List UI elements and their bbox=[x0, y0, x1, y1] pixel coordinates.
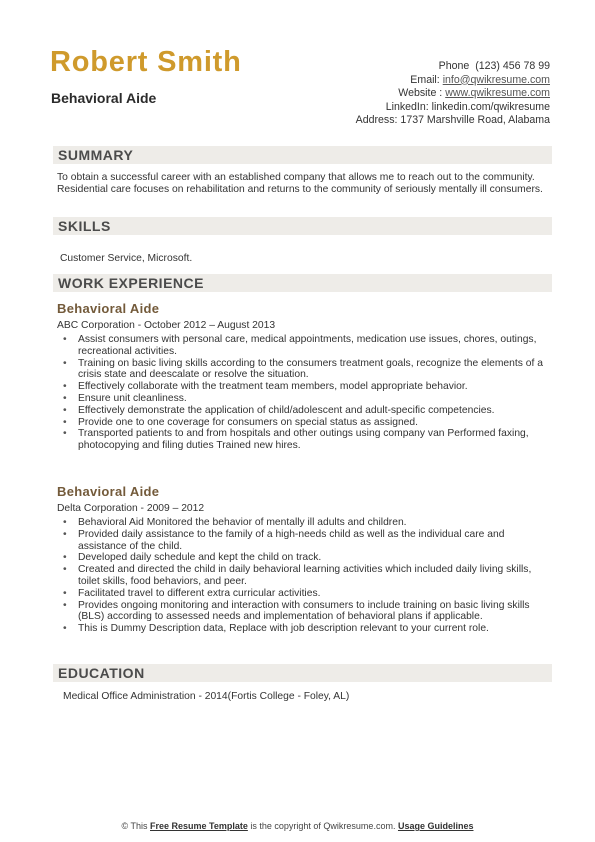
list-item: • Ensure unit cleanliness. bbox=[78, 393, 552, 405]
experience-section-header bbox=[53, 274, 552, 292]
footer-prefix: © This bbox=[121, 821, 148, 831]
email-label: Email: bbox=[410, 73, 440, 86]
summary-heading: SUMMARY bbox=[58, 147, 134, 163]
contact-website-row bbox=[250, 87, 550, 101]
summary-text: To obtain a successful career with an established company that allows me to reach out to the community. Residential care focuses on rehabilitation and returns to the community of seriously mentally ill consumers. bbox=[57, 172, 543, 195]
address-label: Address: bbox=[355, 114, 398, 127]
phone-label: Phone bbox=[438, 60, 470, 72]
list-item: • This is Dummy Description data, Replace with job description relevant to your current role. bbox=[78, 623, 552, 635]
experience-heading: WORK EXPERIENCE bbox=[58, 275, 204, 291]
list-item: • Provides ongoing monitoring and interaction with consumers to include training on basic living skills (BLS) according to assessed needs and implementation of behavioral plans if applicable. bbox=[78, 600, 552, 624]
candidate-job-title: Behavioral Aide bbox=[51, 90, 157, 106]
list-item: • Effectively collaborate with the treatment team members, model appropriate behavior. bbox=[78, 381, 552, 393]
summary-section-header bbox=[53, 146, 552, 164]
free-resume-template-link[interactable]: Free Resume Template bbox=[150, 821, 248, 831]
list-item: • Effectively demonstrate the application of child/adolescent and adult-specific competencies. bbox=[78, 405, 552, 417]
contact-linkedin-row bbox=[250, 101, 550, 115]
job-title: Behavioral Aide bbox=[57, 484, 160, 499]
skills-text: Customer Service, Microsoft. bbox=[60, 253, 193, 264]
job-company-dates: ABC Corporation - October 2012 – August 2013 bbox=[57, 320, 276, 331]
job-company-dates: Delta Corporation - 2009 – 2012 bbox=[57, 503, 205, 514]
list-item: • Provided daily assistance to the family of a high-needs child as well as the individual care and assistance of the child. bbox=[78, 529, 552, 553]
footer bbox=[0, 821, 595, 831]
list-item: • Training on basic living skills according to the consumers treatment goals, recognize the elements of a crisis state and deescalate or resolve the situation. bbox=[78, 358, 552, 382]
education-entry: Medical Office Administration - 2014(Fortis College - Foley, AL) bbox=[63, 691, 350, 702]
linkedin-label: LinkedIn: bbox=[385, 100, 429, 113]
list-item: • Assist consumers with personal care, medical appointments, medication use issues, chores, outings, recreational activities. bbox=[78, 334, 552, 358]
contact-email-row bbox=[250, 74, 550, 88]
skills-heading: SKILLS bbox=[58, 218, 111, 234]
footer-middle-text: is the copyright of Qwikresume.com. bbox=[250, 821, 396, 831]
address-value: 1737 Marshville Road, Alabama bbox=[400, 114, 550, 127]
list-item: • Behavioral Aid Monitored the behavior of mentally ill adults and children. bbox=[78, 517, 552, 529]
website-label: Website : bbox=[398, 87, 443, 100]
education-heading: EDUCATION bbox=[58, 665, 145, 681]
job-entry bbox=[57, 484, 552, 635]
list-item: • Developed daily schedule and kept the child on track. bbox=[78, 552, 552, 564]
list-item: • Provide one to one coverage for consumers on special status as assigned. bbox=[78, 417, 552, 429]
candidate-name: Robert Smith bbox=[50, 46, 242, 78]
email-link[interactable]: info@qwikresume.com bbox=[442, 73, 550, 86]
list-item: • Transported patients to and from hospitals and other outings using company van Performed faxing, photocopying and filing duties Trained new hires. bbox=[78, 428, 552, 452]
list-item: • Facilitated travel to different extra curricular activities. bbox=[78, 588, 552, 600]
contact-phone-row bbox=[250, 60, 550, 74]
job-duties-list bbox=[57, 334, 552, 452]
education-section-header bbox=[53, 664, 552, 682]
phone-value: (123) 456 78 99 bbox=[475, 60, 550, 72]
contact-block bbox=[250, 60, 550, 128]
usage-guidelines-link[interactable]: Usage Guidelines bbox=[397, 821, 474, 831]
linkedin-value: linkedin.com/qwikresume bbox=[431, 100, 550, 113]
contact-address-row bbox=[250, 114, 550, 128]
job-duties-list bbox=[57, 517, 552, 635]
list-item: • Created and directed the child in daily behavioral learning activities which included daily living skills, toilet skills, food behaviors, and peer. bbox=[78, 564, 552, 588]
skills-section-header bbox=[53, 217, 552, 235]
website-link[interactable]: www.qwikresume.com bbox=[445, 87, 550, 100]
job-title: Behavioral Aide bbox=[57, 301, 160, 316]
job-entry bbox=[57, 301, 552, 452]
